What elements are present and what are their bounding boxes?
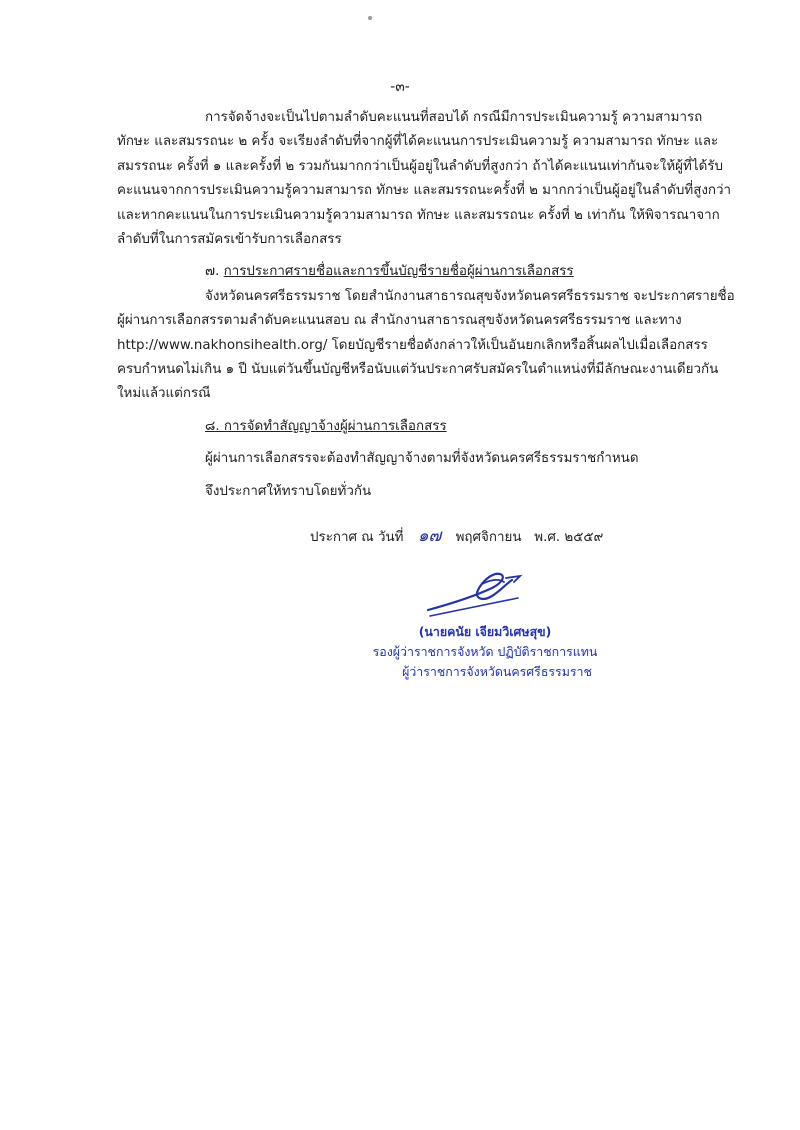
section-7-line: ใหม่แล้วแต่กรณี xyxy=(117,386,211,402)
closing-text: จึงประกาศให้ทราบโดยทั่วกัน xyxy=(205,483,372,499)
document-body xyxy=(117,106,739,504)
ranking-line: สมรรถนะ ครั้งที่ ๑ และครั้งที่ ๒ รวมกันมากกว่าเป็นผู้อยู่ในลำดับที่สูงกว่า ถ้าได้คะแนนเท่ากันจะให้ผู้ที่ได้รับ xyxy=(117,158,723,174)
signatory-name: (นายคนัย เจียมวิเศษสุข) xyxy=(418,624,552,639)
announcement-date xyxy=(310,522,603,549)
ranking-line: ทักษะ และสมรรถนะ ๒ ครั้ง จะเรียงลำดับที่จากผู้ที่ได้คะแนนการประเมินความรู้ ความสามารถ ทักษะ และ xyxy=(117,134,719,150)
section-7-line: จังหวัดนครศรีธรรมราช โดยสำนักงานสาธารณสุขจังหวัดนครศรีธรรมราช จะประกาศรายชื่อ xyxy=(205,288,735,304)
section-7-line: ผู้ผ่านการเลือกสรรตามลำดับคะแนนสอบ ณ สำนักงานสาธารณสุขจังหวัดนครศรีธรรมราช และทาง xyxy=(117,313,682,329)
ranking-line: ลำดับที่ในการสมัครเข้ารับการเลือกสรร xyxy=(117,232,342,248)
date-prefix: ประกาศ ณ วันที่ xyxy=(310,530,404,545)
section-7-title: การประกาศรายชื่อและการขึ้นบัญชีรายชื่อผู้ผ่านการเลือกสรร xyxy=(223,264,574,280)
handwritten-signature xyxy=(420,566,530,622)
date-month: พฤศจิกายน xyxy=(455,530,522,545)
date-year: พ.ศ. ๒๕๕๙ xyxy=(534,530,604,545)
section-7-number: ๗. xyxy=(205,264,220,280)
ranking-line: และหากคะแนนในการประเมินความรู้ความสามารถ ทักษะ และสมรรถนะ ครั้งที่ ๒ เท่ากัน ให้พิจารณาจาก xyxy=(117,207,720,223)
signatory-position: รองผู้ว่าราชการจังหวัด ปฏิบัติราชการแทน xyxy=(372,644,598,659)
section-7-heading xyxy=(117,260,739,284)
section-7-line: http://www.nakhonsihealth.org/ โดยบัญชีรายชื่อดังกล่าวให้เป็นอันยกเลิกหรือสิ้นผลไปเมื่อเลือกสรร xyxy=(117,337,708,353)
section-8-heading xyxy=(117,415,739,439)
ranking-line: การจัดจ้างจะเป็นไปตามลำดับคะแนนที่สอบได้ กรณีมีการประเมินความรู้ ความสามารถ xyxy=(205,110,703,125)
ranking-paragraph xyxy=(117,106,739,252)
section-7-line: ครบกำหนดไม่เกิน ๑ ปี นับแต่วันขึ้นบัญชีหรือนับแต่วันประกาศรับสมัครในตำแหน่งที่มีลักษณะงานเดียวกัน xyxy=(117,362,719,378)
section-8-title: ๘. การจัดทำสัญญาจ้างผู้ผ่านการเลือกสรร xyxy=(205,418,447,434)
ranking-line: คะแนนจากการประเมินความรู้ความสามารถ ทักษะ และสมรรถนะครั้งที่ ๒ มากกว่าเป็นผู้อยู่ในลำดับที่สูงกว่า xyxy=(117,183,732,199)
page-number: -๓- xyxy=(390,79,410,95)
signature-block xyxy=(360,622,610,682)
section-7-paragraph xyxy=(117,285,739,407)
date-day: ๑๗ xyxy=(417,526,442,546)
signatory-position: ผู้ว่าราชการจังหวัดนครศรีธรรมราช xyxy=(402,664,592,679)
section-8-text: ผู้ผ่านการเลือกสรรจะต้องทำสัญญาจ้างตามที่จังหวัดนครศรีธรรมราชกำหนด xyxy=(205,451,639,467)
scan-speck xyxy=(368,16,372,20)
